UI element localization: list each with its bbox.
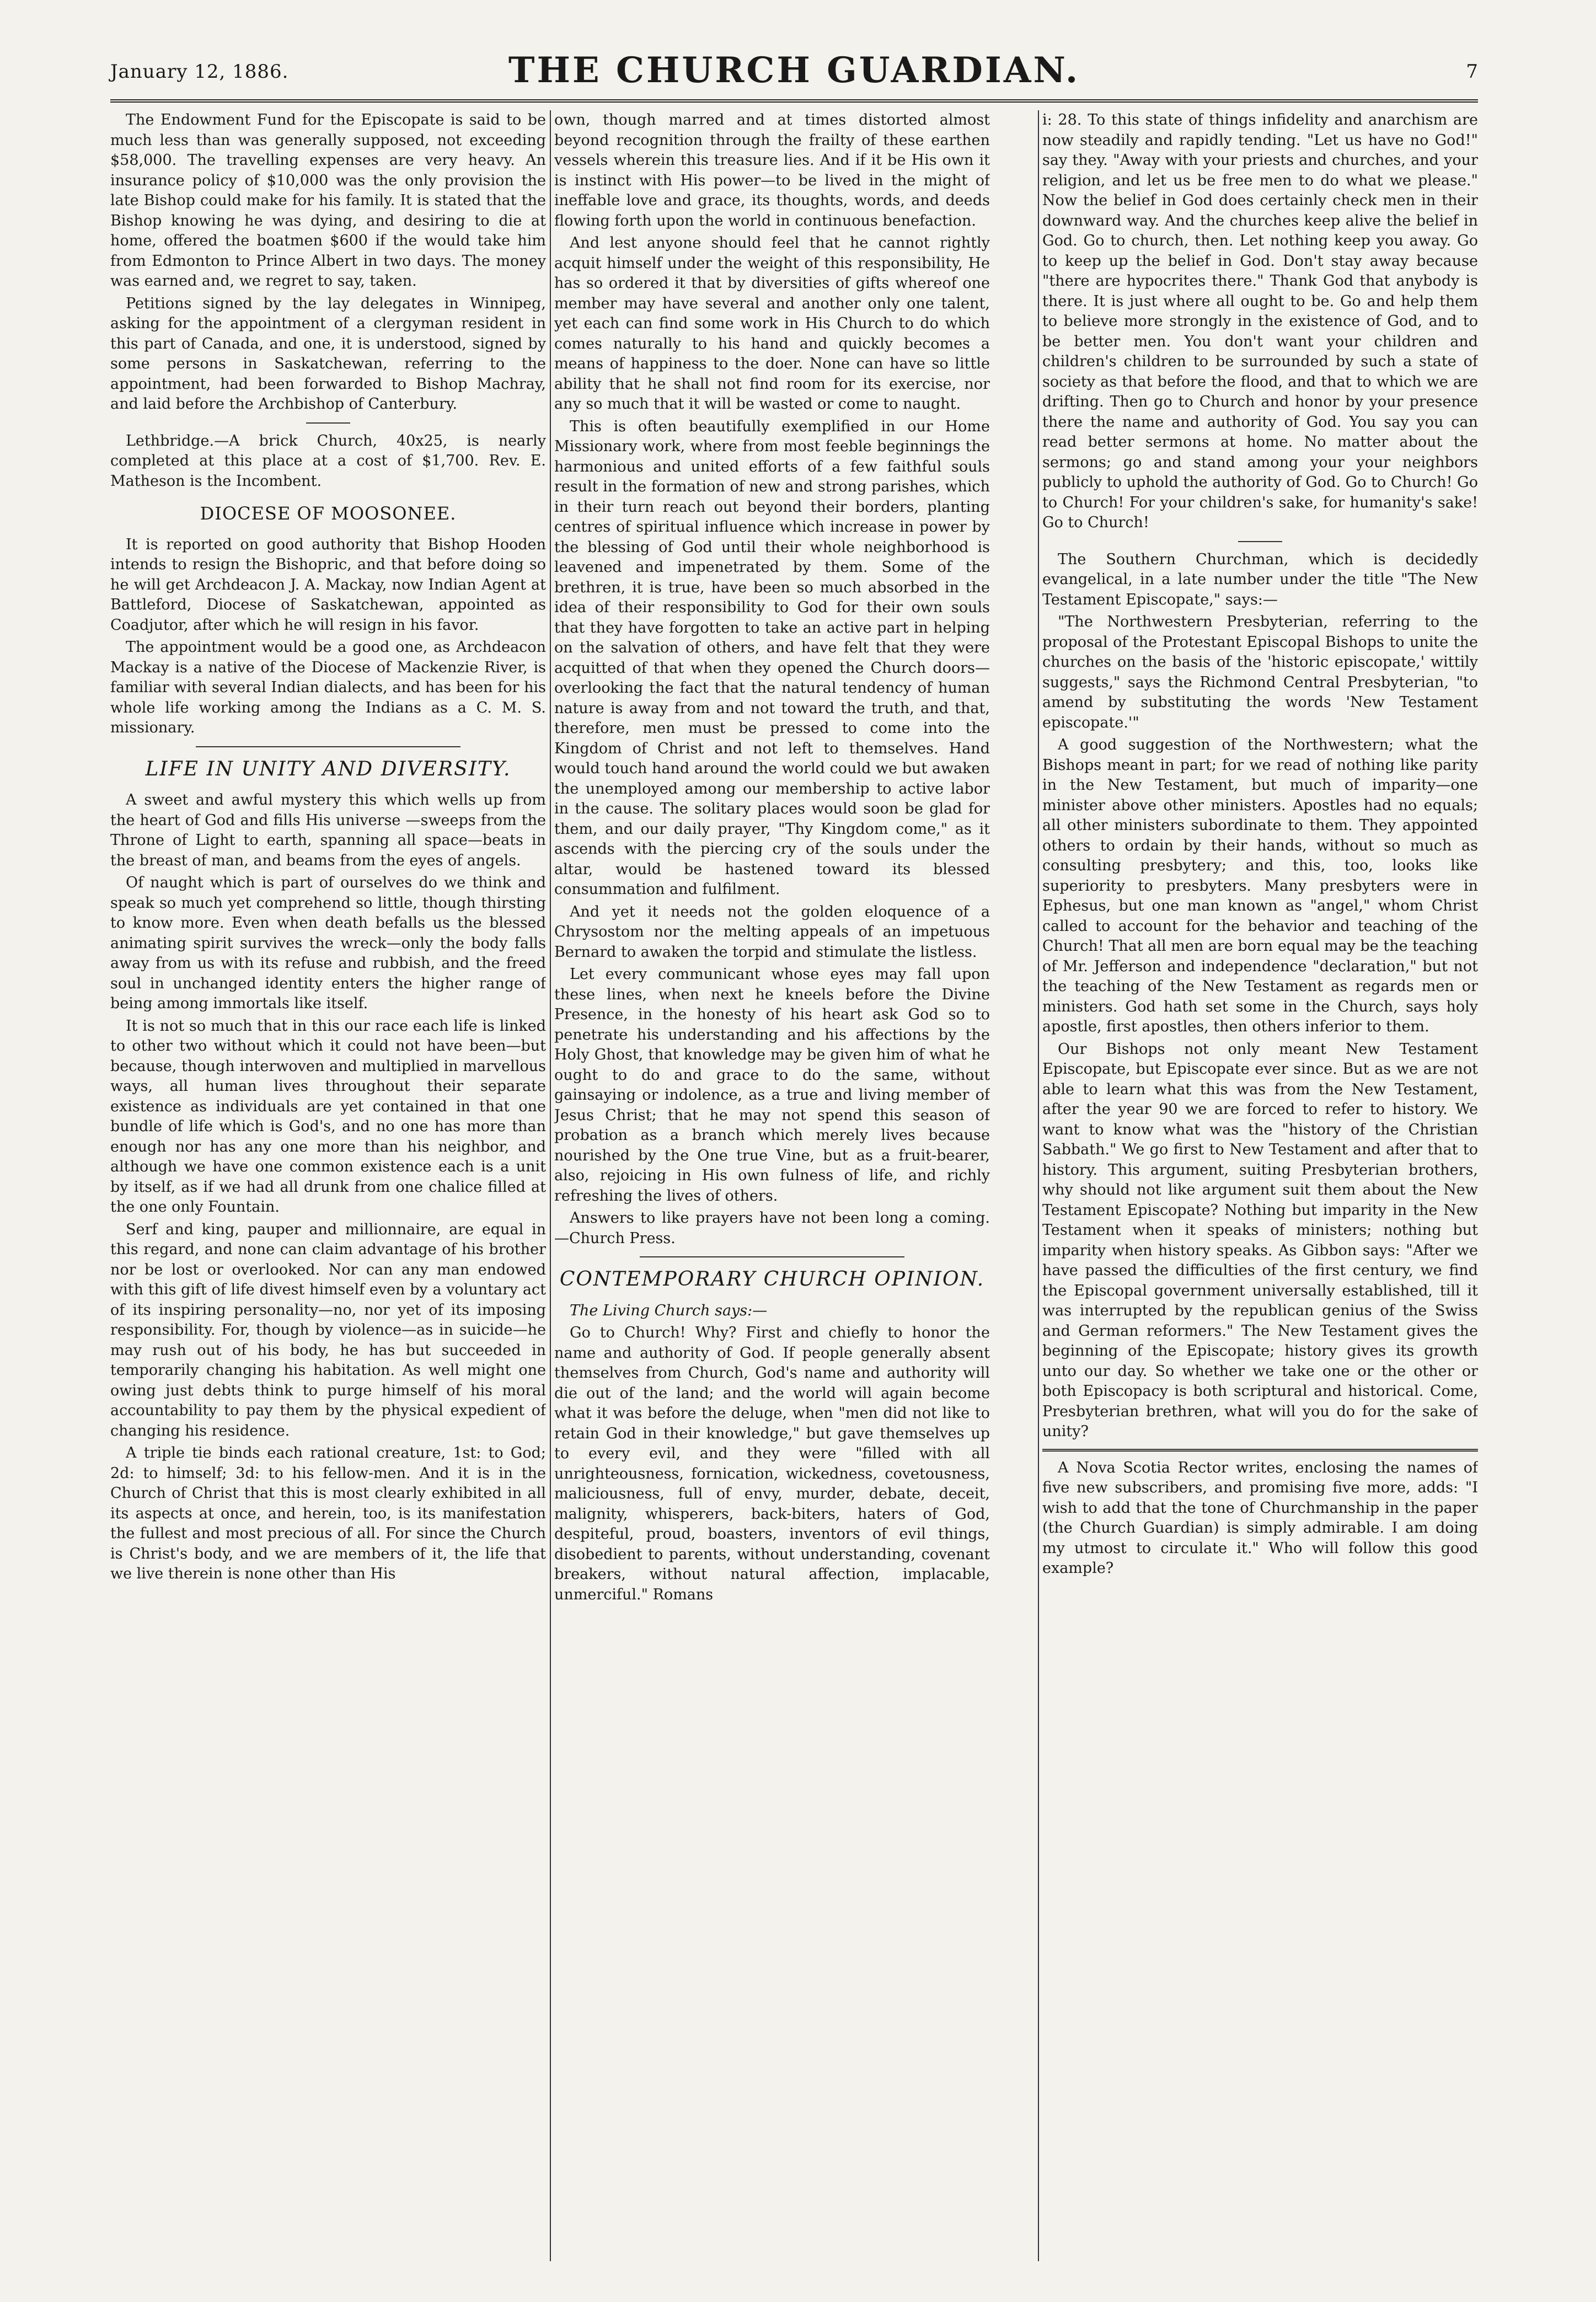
article-paragraph: It is reported on good authority that Bishop Hooden intends to resign the Bishopric, and that before doing so he will get Archdeacon J. A. Mackay, now Indian Agent at Battleford, Diocese of Saskatchewan, appointed as Coadjutor, after which he will resign in his favor.: [110, 536, 546, 634]
article-paragraph: And yet it needs not the golden eloquence of a Chrysostom nor the melting appeals of an impetuous Bernard to awaken the torpid and stimulate the listless.: [554, 903, 990, 961]
article-paragraph: Go to Church! Why? First and chiefly to honor the name and authority of God. If people generally absent themselves from Church, God's name and authority will die out of the land; and the world will again become what it was before the deluge, when "men did not like to retain God in their knowledge," but gave themselves up to every evil, and they were "filled with all unrighteousness, fornication, wickedness, covetousness, maliciousness, full of envy, murder, debate, deceit, malignity, whisperers, back-biters, haters of God, despiteful, proud, boasters, inventors of evil things, disobedient to parents, without understanding, covenant breakers, without natural affection, implacable, unmerciful." Romans: [554, 1324, 990, 1603]
column-2: [554, 110, 990, 2261]
masthead: [110, 33, 1478, 103]
separator: [1238, 541, 1282, 542]
newspaper-title: THE CHURCH GUARDIAN.: [508, 50, 1080, 91]
column-3: [1042, 110, 1478, 2261]
article-paragraph: A Nova Scotia Rector writes, enclosing the names of five new subscribers, and promising five more, adds: "I wish to add that the tone of Churchmanship in the paper (the Church Guardian) is simply admirable. I am doing my utmost to circulate it." Who will follow this good example?: [1042, 1459, 1478, 1577]
separator: [640, 1256, 904, 1257]
article-paragraph: And lest anyone should feel that he cannot rightly acquit himself under the weight of this responsibility, He has so ordered it that by diversities of gifts whereof one member may have several and another only one talent, yet each can find some work in His Church to do which comes naturally to his hand and quickly becomes a means of happiness to the doer. None can have so little ability that he shall not find room for its exercise, nor any so much that it will be wasted or come to naught.: [554, 234, 990, 413]
separator: [306, 422, 350, 424]
section-heading-moosonee: DIOCESE OF MOOSONEE.: [200, 503, 457, 524]
column-1: [110, 110, 546, 2261]
article-paragraph: "The Northwestern Presbyterian, referring to the proposal of the Protestant Episcopal Bishops to unite the churches on the basis of the 'historic episcopate,' wittily suggests," says the Richmond Central Presbyterian, "to amend by substituting the words 'New Testament episcopate.'": [1042, 613, 1478, 731]
column-rule-2: [1038, 110, 1039, 2261]
article-paragraph: A good suggestion of the Northwestern; what the Bishops meant in part; for we read of nothing like parity in the New Testament, but much of imparity—one minister above other ministers. Apostles had no equals; all other ministers subordinate to them. They appointed others to ordain by their hands, without so much as consulting presbytery; and this, too, looks like superiority to presbyters. Many presbyters were in Ephesus, but one man known as "angel," whom Christ called to account for the behavior and teaching of the Church! That all men are born equal may be the teaching of Mr. Jefferson and independence "declaration," but not the teaching of the New Testament as regards men or ministers. God hath set some in the Church, says holy apostle, first apostles, then others inferior to them.: [1042, 736, 1478, 1035]
article-paragraph: Petitions signed by the lay delegates in Winnipeg, asking for the appointment of a clergyman resident in this part of Canada, and one, it is understood, signed by some persons in Saskatchewan, referring to the appointment, had been forwarded to Bishop Machray, and laid before the Archbishop of Canterbury.: [110, 295, 546, 413]
article-paragraph: Serf and king, pauper and millionnaire, are equal in this regard, and none can claim advantage of his brother nor be lost or overlooked. Nor can any man endowed with this gift of life divest himself even by a voluntary act of its inspiring personality—no, nor yet of its imposing responsibility. For, though by violence—as in suicide—he may rush out of his body, he has but succeeded in temporarily changing his habitation. As well might one owing just debts think to purge himself of his moral accountability to pay them by the physical expedient of changing his residence.: [110, 1220, 546, 1439]
article-paragraph: The Southern Churchman, which is decidedly evangelical, in a late number under the title "The New Testament Episcopate," says:—: [1042, 550, 1478, 608]
separator: [196, 746, 460, 747]
article-paragraph: A triple tie binds each rational creature, 1st: to God; 2d: to himself; 3d: to his fellow-men. And it is in the Church of Christ that this is most clearly exhibited in all its aspects at once, and herein, too, is its manifestation the fullest and most precious of all. For since the Church is Christ's body, and we are members of it, the life that we live therein is none other than His: [110, 1444, 546, 1582]
article-paragraph: A sweet and awful mystery this which wells up from the heart of God and fills His universe —sweeps from the Throne of Light to earth, spanning all space—beats in the breast of man, and beams from the eyes of angels.: [110, 791, 546, 869]
article-paragraph: i: 28. To this state of things infidelity and anarchism are now steadily and rapidly tending. "Let us have no God!" say they. "Away with your priests and churches, and your religion, and let us be free men to do what we please." Now the belief in God does certainly check men in their downward way. And the churches keep alive the belief in God. Go to church, then. Let nothing keep you away. Go to keep up the belief in God. Don't stay away because "there are hypocrites there." Thank God that anybody is there. It is just where all ought to be. Go and help them to believe more strongly in the existence of God, and to be better men. You don't want your children and children's children to be surrounded by such a state of society as that before the flood, and that to which we are drifting. Then go to Church and honor by your presence there the name and authority of God. You say you can read better sermons at home. No matter about the sermons; go and stand among your your neighbors publicly to uphold the authority of God. Go to Church! Go to Church! For your children's sake, for humanity's sake! Go to Church!: [1042, 111, 1478, 531]
article-paragraph: This is often beautifully exemplified in our Home Missionary work, where from most feeble beginnings the harmonious and united efforts of a few faithful souls result in the formation of new and strong parishes, which in their turn reach out beyond their borders, planting centres of spiritual influence which increase in power by the blessing of God until their whole neighborhood is leavened and impenetrated by them. Some of the brethren, it is true, have been so much absorbed in the idea of their responsibility to God for their own souls that they have forgotten to take an active part in helping on the salvation of others, and have felt that they were acquitted of that when they opened the Church doors—overlooking the fact that the natural tendency of human nature is away from and not toward the truth, and that, therefore, men must be pressed to come into the Kingdom of Christ and not left to themselves. Hand would touch hand around the world could we but awaken the unemployed among our membership to active labor in the cause. The solitary places would soon be glad for them, and our daily prayer, "Thy Kingdom come," as it ascends with the piercing cry of the souls under the altar, would be hastened toward its blessed consummation and fulfilment.: [554, 417, 990, 898]
article-paragraph: The Living Church says:—: [570, 1302, 768, 1319]
article-paragraph: Let every communicant whose eyes may fall upon these lines, when next he kneels before the Divine Presence, in the honesty of his heart ask God so to penetrate his understanding and his affections by the Holy Ghost, that knowledge may be given him of what he ought to do and grace to do the same, without gainsaying or indolence, as a true and living member of Jesus Christ; that he may not spend this season of probation as a branch which merely lives because nourished by the One true Vine, but as a fruit-bearer, also, rejoicing in His own fulness of life, and richly refreshing the lives of others.: [554, 966, 990, 1204]
article-paragraph: Our Bishops not only meant New Testament Episcopate, but Episcopate ever since. But as we are not able to learn what this was from the New Testament, after the year 90 we are forced to refer to history. We want to know what was the "history of the Christian Sabbath." We go first to New Testament and after that to history. This argument, suiting Presbyterian brothers, why should not like argument suit them about the New Testament Episcopate? Nothing but imparity in the New Testament when it speaks of ministers; nothing but imparity when history speaks. As Gibbon says: "After we have passed the difficulties of the first century, we find the Episcopal government universally established, till it was interrupted by the republican genius of the Swiss and German reformers." The New Testament gives the beginning of the Episcopate; history gives its growth unto our day. So whether we take one or the other or both Episcopacy is both scriptural and historical. Come, Presbyterian brethren, what will you do for the sake of unity?: [1042, 1040, 1478, 1440]
page-number: 7: [1466, 61, 1478, 83]
column-rule-1: [550, 110, 551, 2261]
section-heading-opinion: CONTEMPORARY CHURCH OPINION.: [559, 1268, 985, 1291]
article-paragraph: The Endowment Fund for the Episcopate is said to be much less than was generally supposed, not exceeding $58,000. The travelling expenses are very heavy. An insurance policy of $10,000 was the only provision the late Bishop could make for his family. It is stated that the Bishop knowing he was dying, and desiring to die at home, offered the boatmen $600 if the would take him from Edmonton to Prince Albert in two days. The money was earned and, we regret to say, taken.: [110, 111, 546, 290]
separator: [1042, 1449, 1478, 1452]
issue-date: January 12, 1886.: [110, 61, 289, 83]
article-paragraph: It is not so much that in this our race each life is linked to other two without which it could not have been—but because, though interwoven and multiplied in marvellous ways, all human lives throughout their separate existence as individuals are yet contained in that one bundle of life which is God's, and no one has more than enough nor has any one more than his neighbor, and although we have one common existence each is a unit by itself, as if we had all drunk from one chalice filled at the one only Fountain.: [110, 1017, 546, 1216]
article-paragraph: Lethbridge.—A brick Church, 40x25, is nearly completed at this place at a cost of $1,700. Rev. E. Matheson is the Incombent.: [110, 432, 546, 490]
article-paragraph: Answers to like prayers have not been long a coming.—Church Press.: [554, 1209, 990, 1247]
section-heading-life: LIFE IN UNITY AND DIVERSITY.: [145, 757, 511, 780]
article-paragraph: The appointment would be a good one, as Archdeacon Mackay is a native of the Diocese of Mackenzie River, is familiar with several Indian dialects, and has been for his whole life working among the Indians as a C. M. S. missionary.: [110, 639, 546, 736]
article-paragraph: own, though marred and at times distorted almost beyond recognition through the frailty of these earthen vessels wherein this treasure lies. And if it be His own it is instinct with His power—to be lived in the might of ineffable love and grace, its thoughts, words, and deeds flowing forth upon the world in continuous benefaction.: [554, 111, 990, 229]
article-paragraph: Of naught which is part of ourselves do we think and speak so much yet comprehend so little, though thirsting to know more. Even when death befalls us the blessed animating spirit survives the wreck—only the body falls away from us with its refuse and rubbish, and the freed soul in unchanged identity enters the higher range of being among immortals like itself.: [110, 874, 546, 1012]
